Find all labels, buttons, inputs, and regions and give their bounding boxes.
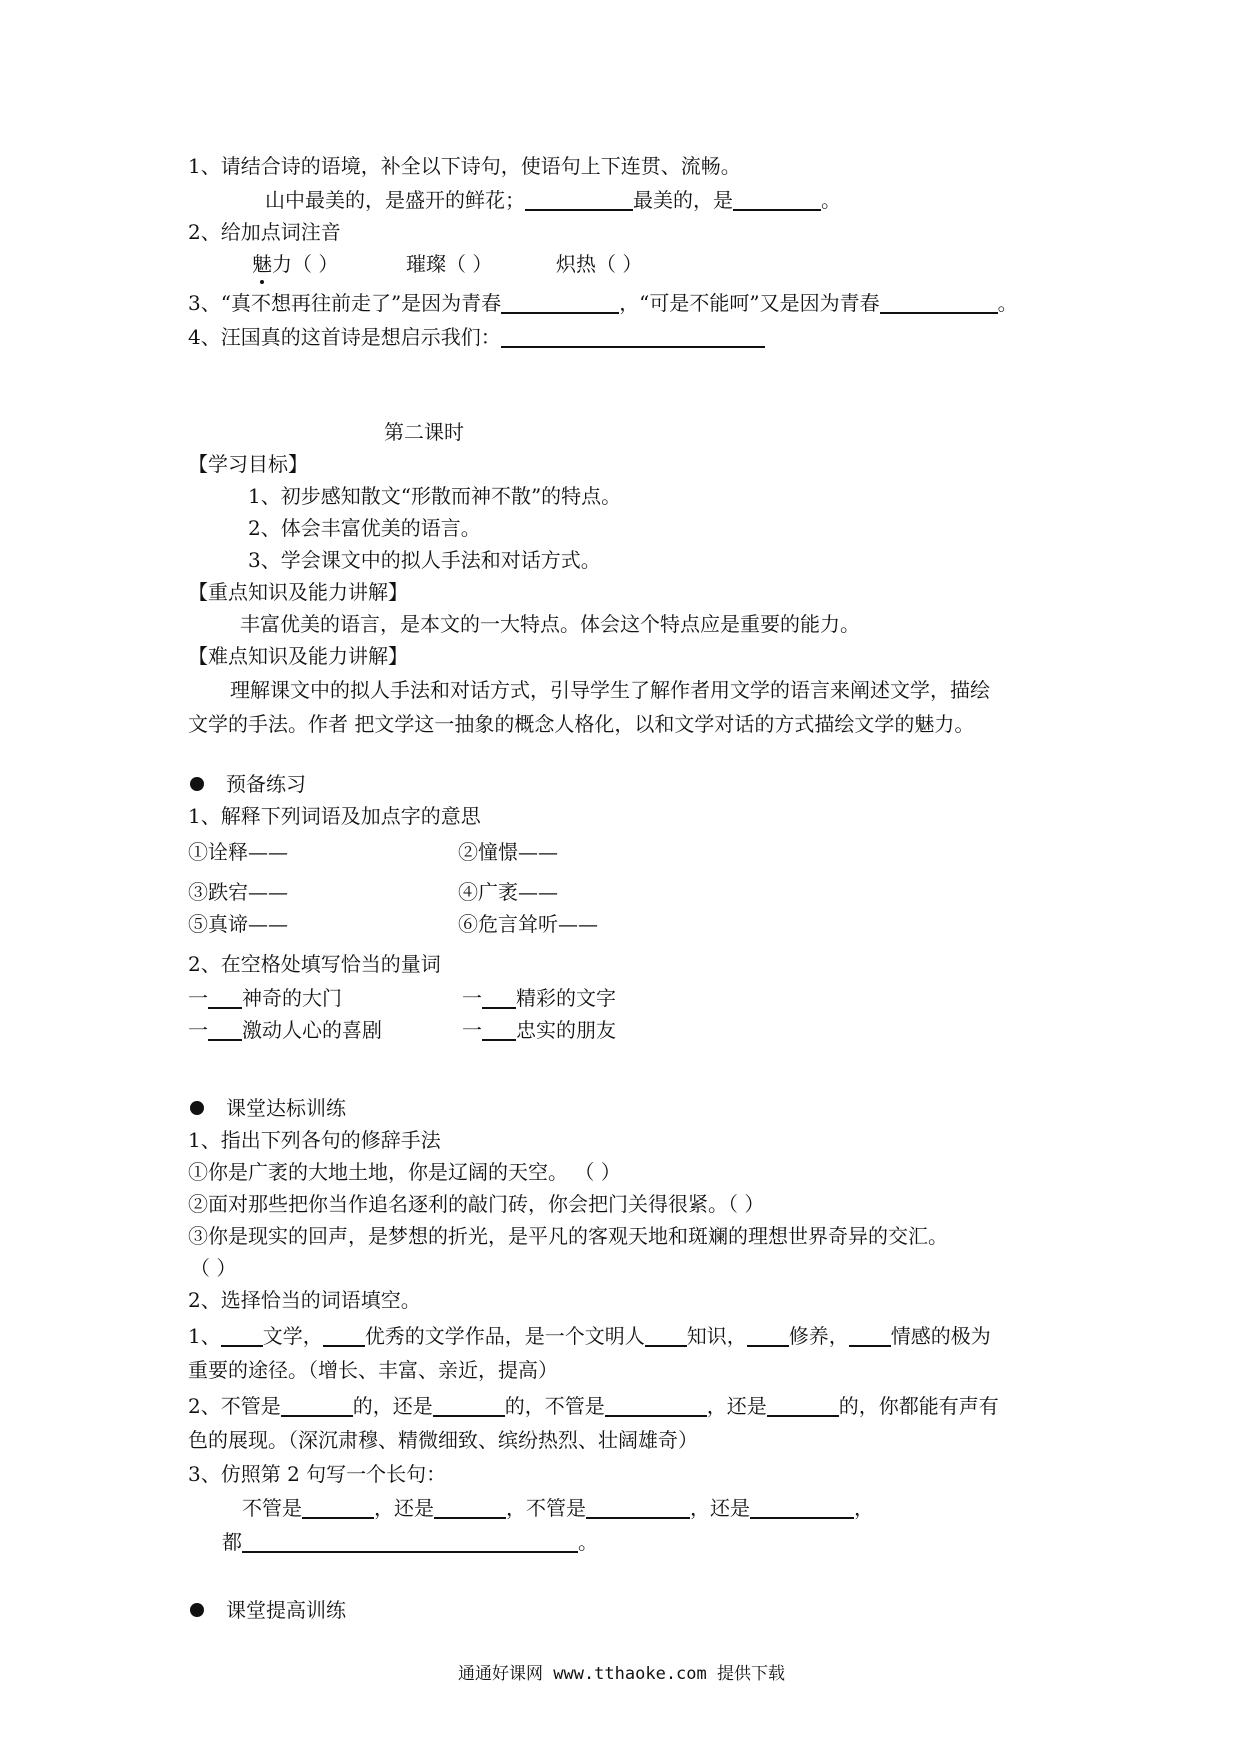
measure-item: 一 神奇的大门: [188, 986, 342, 1010]
pinyin-word-1: 魅力（ ）: [252, 252, 339, 276]
fill-sentence-2: 2、不管是 的，还是 的，不管是 ，还是 的，你都能有声有: [188, 1394, 999, 1418]
key-points-text: 丰富优美的语言，是本文的一大特点。体会这个特点应是重要的能力。: [240, 612, 860, 636]
fill-sentence-1-options: 重要的途径。（增长、丰富、亲近，提高）: [188, 1358, 558, 1382]
vocab-item: ⑤真谛——: [188, 912, 288, 936]
lesson-title: 第二课时: [384, 420, 464, 444]
question-2-prompt: 2、给加点词注音: [188, 220, 341, 244]
fill-sentence-1: 1、 文学， 优秀的文学作品，是一个文明人 知识， 修养， 情感的极为: [188, 1324, 991, 1348]
difficult-points-text-line1: 理解课文中的拟人手法和对话方式，引导学生了解作者用文学的语言来阐述文学，描绘: [230, 678, 990, 702]
answer-blank[interactable]: [302, 1495, 374, 1519]
answer-blank[interactable]: [880, 290, 998, 314]
rhetoric-sentence: ②面对那些把你当作追名逐利的敲门砖，你会把门关得很紧。（ ）: [188, 1192, 765, 1216]
goal-item: 1、初步感知散文“形散而神不散”的特点。: [248, 484, 622, 508]
pinyin-word-2: 璀璨（ ）: [406, 252, 493, 276]
key-points-header: 【重点知识及能力讲解】: [188, 580, 408, 604]
class-section-header: 课堂达标训练: [190, 1094, 346, 1122]
vocab-item: ①诠释——: [188, 840, 288, 864]
answer-blank[interactable]: [605, 1393, 707, 1417]
page-footer: 通通好课网 www.tthaoke.com 提供下载: [458, 1664, 785, 1684]
answer-blank[interactable]: [849, 1323, 891, 1347]
question-4: 4、汪国真的这首诗是想启示我们：: [188, 323, 765, 351]
answer-blank[interactable]: [208, 985, 242, 1009]
difficult-points-text-line2: 文学的手法。作者 把文学这一抽象的概念人格化，以和文学对话的方式描绘文学的魅力。: [188, 712, 975, 736]
goal-item: 2、体会丰富优美的语言。: [248, 516, 481, 540]
goals-header: 【学习目标】: [188, 452, 308, 476]
answer-blank[interactable]: [586, 1495, 690, 1519]
answer-blank[interactable]: [482, 985, 516, 1009]
answer-blank[interactable]: [733, 187, 821, 211]
class-question-3: 3、仿照第 2 句写一个长句：: [188, 1462, 447, 1486]
vocab-item: ③跌宕——: [188, 880, 288, 904]
improve-section-header: 课堂提高训练: [190, 1596, 346, 1624]
bullet-icon: [190, 1603, 204, 1617]
imitation-sentence: 不管是 ，还是 ，不管是 ，还是 ，: [242, 1496, 874, 1520]
question-3: 3、“真不想再往前走了”是因为青春 ，“可是不能呵”又是因为青春 。: [188, 291, 1018, 315]
answer-blank[interactable]: [433, 1393, 505, 1417]
bullet-icon: [190, 777, 204, 791]
answer-blank[interactable]: [501, 290, 619, 314]
measure-item: 一 忠实的朋友: [462, 1018, 616, 1042]
answer-blank[interactable]: [767, 1393, 839, 1417]
rhetoric-sentence: ①你是广袤的大地土地，你是辽阔的天空。 （ ）: [188, 1160, 621, 1184]
bullet-icon: [190, 1101, 204, 1115]
prep-section-header: 预备练习: [190, 770, 306, 798]
answer-blank[interactable]: [242, 1529, 578, 1553]
answer-blank[interactable]: [747, 1323, 789, 1347]
pinyin-word-3: 炽热（ ）: [556, 252, 643, 276]
answer-blank[interactable]: [645, 1323, 687, 1347]
goal-item: 3、学会课文中的拟人手法和对话方式。: [248, 548, 601, 572]
prep-question-1: 1、解释下列词语及加点字的意思: [188, 804, 481, 828]
rhetoric-answer-paren: （ ）: [190, 1256, 237, 1280]
class-question-1: 1、指出下列各句的修辞手法: [188, 1128, 441, 1152]
class-question-2: 2、选择恰当的词语填空。: [188, 1288, 421, 1312]
answer-blank[interactable]: [501, 324, 765, 348]
answer-blank[interactable]: [323, 1323, 365, 1347]
answer-blank[interactable]: [434, 1495, 506, 1519]
measure-item: 一 激动人心的喜剧: [188, 1018, 382, 1042]
vocab-item: ②憧憬——: [458, 840, 558, 864]
answer-blank[interactable]: [221, 1323, 263, 1347]
answer-blank[interactable]: [208, 1017, 242, 1041]
imitation-sentence-end: 都 。: [222, 1530, 598, 1554]
vocab-item: ⑥危言耸听——: [458, 912, 598, 936]
question-1-poem-line: 山中最美的，是盛开的鲜花； 最美的，是 。: [265, 188, 841, 212]
answer-blank[interactable]: [281, 1393, 353, 1417]
measure-item: 一 精彩的文字: [462, 986, 616, 1010]
answer-blank[interactable]: [525, 187, 633, 211]
prep-question-2: 2、在空格处填写恰当的量词: [188, 952, 441, 976]
question-1-prompt: 1、请结合诗的语境，补全以下诗句，使语句上下连贯、流畅。: [188, 154, 741, 178]
answer-blank[interactable]: [750, 1495, 854, 1519]
vocab-item: ④广袤——: [458, 880, 558, 904]
difficult-points-header: 【难点知识及能力讲解】: [188, 644, 408, 668]
rhetoric-sentence: ③你是现实的回声，是梦想的折光，是平凡的客观天地和斑斓的理想世界奇异的交汇。: [188, 1224, 948, 1248]
fill-sentence-2-options: 色的展现。（深沉肃穆、精微细致、缤纷热烈、壮阔雄奇）: [188, 1428, 698, 1452]
answer-blank[interactable]: [482, 1017, 516, 1041]
